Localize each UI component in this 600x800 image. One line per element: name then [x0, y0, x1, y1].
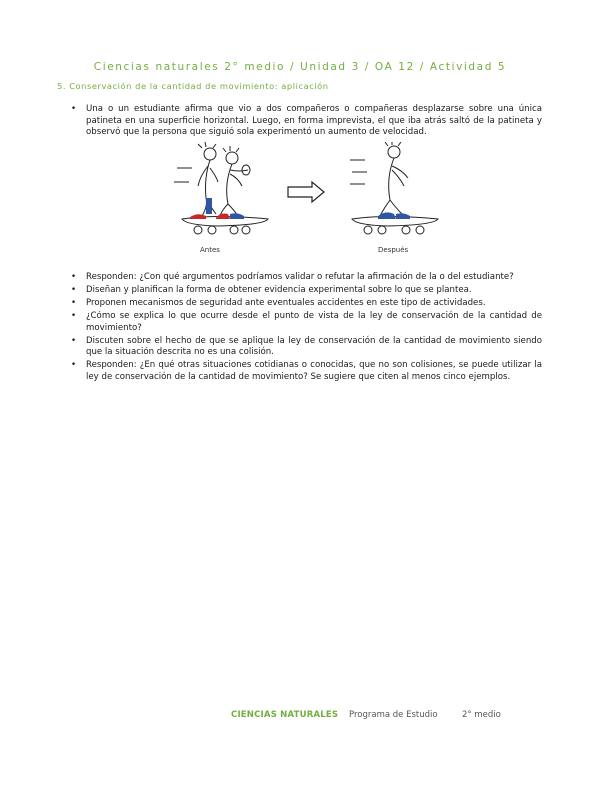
- footer-program: Programa de Estudio: [349, 710, 438, 720]
- shoe-front-before: [216, 214, 230, 220]
- shoe-front-blue-before: [230, 213, 244, 219]
- section-title: 5. Conservación de la cantidad de movimiento: aplicación: [57, 81, 329, 91]
- bullet-icon: •: [71, 104, 77, 114]
- intro-text: Una o un estudiante afirma que vio a dos compañeros o compañeras desplazarse sobre una única patineta en una superficie horizontal. Luego, en forma imprevista, el que iba atrás saltó de la patineta y observó que la persona que siguió sola experimentó un aumento de velocidad.: [86, 104, 542, 137]
- list-item: [70, 298, 542, 310]
- page-header: Ciencias naturales 2° medio / Unidad 3 / OA 12 / Actividad 5: [93, 61, 507, 73]
- list-item: [70, 285, 542, 297]
- arrow-icon: [288, 182, 324, 202]
- intro-item: [70, 104, 542, 140]
- list-item-text: ¿Cómo se explica lo que ocurre desde el punto de vista de la ley de conservación de la cantidad de movimiento?: [86, 311, 542, 333]
- rider-front-before: [220, 146, 250, 216]
- after-label: Después: [378, 246, 409, 254]
- intro-bullet: [70, 104, 542, 139]
- list-item-text: Diseñan y planifican la forma de obtener evidencia experimental sobre lo que se plantea.: [86, 285, 472, 296]
- pants-back-before: [206, 198, 212, 214]
- motion-lines-before: [174, 168, 192, 182]
- list-item-text: Responden: ¿En qué otras situaciones cotidianas o conocidas, que no son colisiones, se puede utilizar la ley de conservación de la cantidad de movimiento? Se sugiere que citen al menos cinco ejemplos.: [86, 360, 542, 382]
- list-item-text: Discuten sobre el hecho de que se aplique la ley de conservación de la cantidad de movimiento siendo que la situación descrita no es una colisión.: [86, 335, 542, 358]
- shoe-after-left: [378, 212, 396, 219]
- bullet-icon: •: [71, 272, 77, 282]
- skateboard-before: [182, 217, 268, 235]
- skateboard-illustration: [172, 142, 442, 260]
- bullet-icon: •: [71, 335, 77, 346]
- bullet-icon: •: [71, 311, 77, 322]
- activity-list: [70, 272, 542, 385]
- list-item: [70, 336, 542, 359]
- bullet-icon: •: [71, 285, 77, 296]
- list-item: [70, 360, 542, 383]
- footer-level: 2° medio: [462, 710, 501, 720]
- list-item-text: Responden: ¿Con qué argumentos podríamos validar o refutar la afirmación de la o del estudiante?: [86, 272, 514, 282]
- motion-lines-after: [350, 160, 367, 184]
- bullet-icon: •: [71, 360, 77, 371]
- list-item-text: Proponen mecanismos de seguridad ante eventuales accidentes en este tipo de actividades.: [86, 298, 486, 309]
- bullet-icon: •: [71, 298, 77, 309]
- rider-after: [380, 142, 408, 216]
- shoe-after-right: [396, 213, 410, 219]
- shoe-back-before: [190, 214, 206, 219]
- skateboard-after: [352, 217, 438, 235]
- skateboard-figure: [172, 142, 442, 260]
- footer-subject: CIENCIAS NATURALES: [231, 710, 339, 720]
- list-item: [70, 272, 542, 284]
- list-item: [70, 311, 542, 334]
- before-label: Antes: [200, 246, 220, 254]
